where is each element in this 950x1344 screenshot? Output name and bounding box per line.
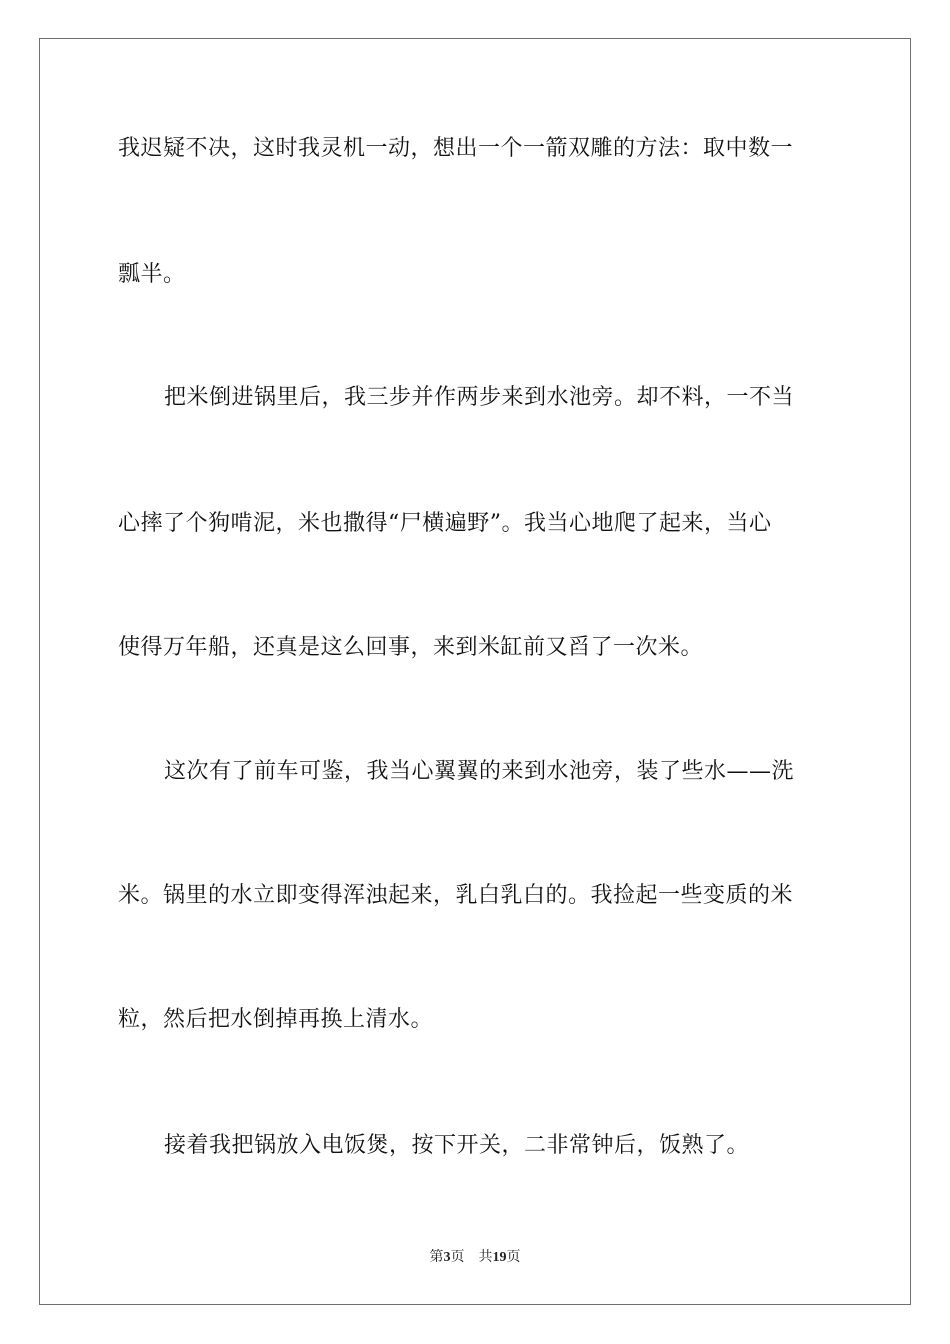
total-pages: 19 (492, 1250, 507, 1265)
total-prefix: 共 (478, 1249, 493, 1265)
page-border (39, 38, 911, 1305)
text-line: 瓢半。 (118, 262, 186, 287)
page-suffix: 页 (450, 1249, 465, 1265)
page-footer (0, 1248, 950, 1267)
total-suffix: 页 (506, 1249, 521, 1265)
text-line: 粒，然后把水倒掉再换上清水。 (118, 1007, 434, 1032)
text-line: 我迟疑不决，这时我灵机一动，想出一个一箭双雕的方法：取中数一 (118, 136, 794, 161)
paragraph-start-line: 这次有了前车可鉴，我当心翼翼的来到水池旁，装了些水——洗 (164, 759, 795, 784)
text-line: 米。锅里的水立即变得浑浊起来，乳白乳白的。我捡起一些变质的米 (118, 883, 794, 908)
text-line: 使得万年船，还真是这么回事，来到米缸前又舀了一次米。 (118, 635, 704, 660)
page-number: 3 (443, 1250, 451, 1265)
text-line: 心摔了个狗啃泥，米也撒得“尸横遍野”。我当心地爬了起来，当心 (118, 511, 772, 536)
page-prefix: 第 (429, 1249, 444, 1265)
paragraph-start-line: 把米倒进锅里后，我三步并作两步来到水池旁。却不料，一不当 (164, 385, 795, 410)
paragraph-start-line: 接着我把锅放入电饭煲，按下开关，二非常钟后，饭熟了。 (164, 1133, 750, 1158)
